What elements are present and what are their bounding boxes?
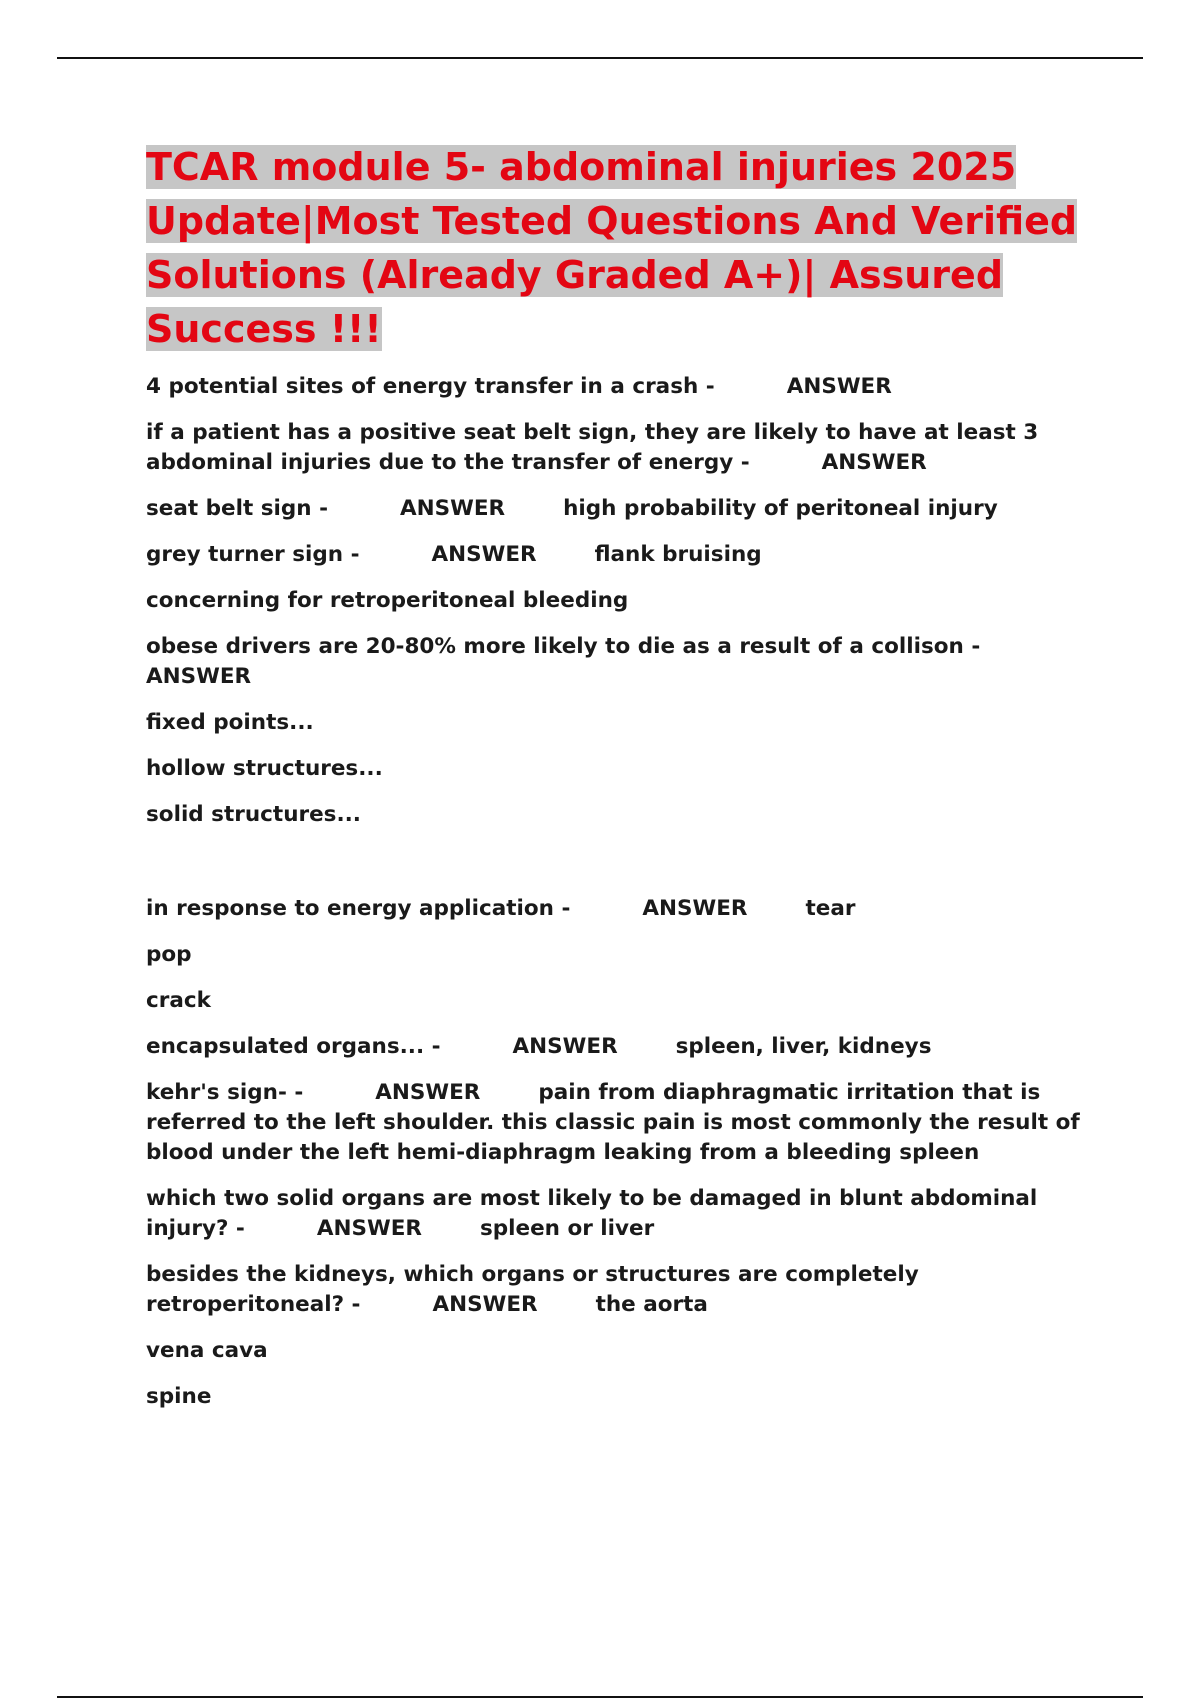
answer-label: ANSWER — [146, 664, 252, 689]
answer-label: ANSWER — [316, 1216, 422, 1241]
continuation-text: spine — [146, 1384, 212, 1409]
continuation-text: crack — [146, 988, 211, 1013]
answer-text: spleen or liver — [479, 1216, 655, 1241]
answer-text: flank bruising — [594, 542, 762, 567]
qa-entry-16 — [146, 1260, 1086, 1320]
qa-entry-1 — [146, 372, 1086, 402]
question-text: grey turner sign - — [146, 542, 360, 567]
answer-label: ANSWER — [512, 1034, 618, 1059]
qa-entry-12 — [146, 986, 1086, 1016]
continuation-text: hollow structures... — [146, 756, 383, 781]
qa-entry-8 — [146, 754, 1086, 784]
qa-entry-7 — [146, 708, 1086, 738]
document-title-text: TCAR module 5- abdominal injuries 2025 Update|Most Tested Questions And Verified Solutions (Already Graded A+)| Assured Success !!! — [146, 145, 1078, 351]
qa-entry-13 — [146, 1032, 1086, 1062]
qa-entry-6 — [146, 632, 1086, 692]
qa-entry-4 — [146, 540, 1086, 570]
qa-entry-2 — [146, 418, 1086, 478]
continuation-text: fixed points... — [146, 710, 314, 735]
answer-text: spleen, liver, kidneys — [675, 1034, 932, 1059]
answer-label: ANSWER — [432, 1292, 538, 1317]
qa-entry-15 — [146, 1184, 1086, 1244]
question-text: encapsulated organs... - — [146, 1034, 441, 1059]
answer-text: pain from diaphragmatic irritation that is referred to the left shoulder. this classic pain is most commonly the result of blood under the left hemi-diaphragm leaking from a bleeding spleen — [146, 1080, 1080, 1165]
question-text: if a patient has a positive seat belt sign, they are likely to have at least 3 abdominal injuries due to the transfer of energy - — [146, 420, 1039, 475]
continuation-text: concerning for retroperitoneal bleeding — [146, 588, 629, 613]
answer-label: ANSWER — [431, 542, 537, 567]
qa-entry-10 — [146, 894, 1086, 924]
qa-entry-14 — [146, 1078, 1086, 1168]
qa-entry-3 — [146, 494, 1086, 524]
answer-label: ANSWER — [400, 496, 506, 521]
continuation-text: vena cava — [146, 1338, 268, 1363]
question-text: in response to energy application - — [146, 896, 571, 921]
answer-text: tear — [805, 896, 856, 921]
continuation-text: solid structures... — [146, 802, 361, 827]
answer-label: ANSWER — [642, 896, 748, 921]
answer-text: the aorta — [595, 1292, 708, 1317]
document-title — [146, 140, 1086, 356]
answer-label: ANSWER — [786, 374, 892, 399]
qa-entry-5 — [146, 586, 1086, 616]
qa-entry-9 — [146, 800, 1086, 830]
blank-line — [146, 846, 1086, 894]
document-body — [146, 140, 1086, 1428]
footer-rule — [57, 1696, 1143, 1698]
question-text: which two solid organs are most likely to be damaged in blunt abdominal injury? - — [146, 1186, 1038, 1241]
question-text: 4 potential sites of energy transfer in a crash - — [146, 374, 715, 399]
continuation-text: pop — [146, 942, 192, 967]
answer-label: ANSWER — [821, 450, 927, 475]
qa-entry-18 — [146, 1382, 1086, 1412]
question-text: obese drivers are 20-80% more likely to die as a result of a collison - — [146, 634, 981, 659]
qa-entry-11 — [146, 940, 1086, 970]
question-text: kehr's sign- - — [146, 1080, 304, 1105]
answer-label: ANSWER — [375, 1080, 481, 1105]
answer-text: high probability of peritoneal injury — [563, 496, 998, 521]
question-text: besides the kidneys, which organs or structures are completely retroperitoneal? - — [146, 1262, 919, 1317]
header-rule — [57, 57, 1143, 59]
qa-entry-17 — [146, 1336, 1086, 1366]
question-text: seat belt sign - — [146, 496, 329, 521]
